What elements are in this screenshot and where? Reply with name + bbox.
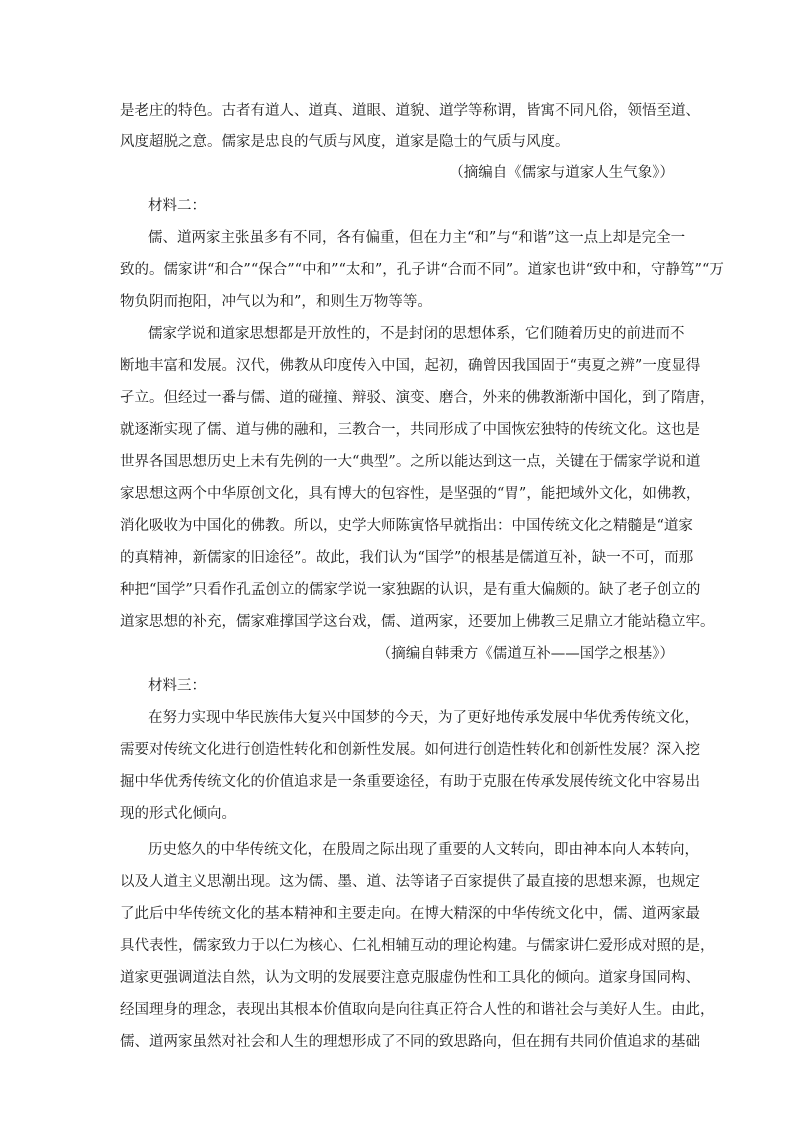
text-line: 经国理身的理念，表现出其根本价值取向是向往真正符合人性的和谐社会与美好人生。由此，: [120, 1002, 715, 1018]
source-citation: （摘编自韩秉方《儒道互补——国学之根基》）: [376, 646, 674, 662]
text-line: 历史悠久的中华传统文化，在殷周之际出现了重要的人文转向，即由神本向人本转向，: [148, 842, 699, 858]
text-line: 道家思想的补充，儒家难撑国学这台戏，儒、道两家，还要加上佛教三足鼎立才能站稳立牢。: [120, 614, 715, 630]
text-line: 需要对传统文化进行创造性转化和创新性发展。如何进行创造性转化和创新性发展？深入挖: [120, 742, 700, 758]
text-line: 家思想这两个中华原创文化，具有博大的包容性，是坚强的“胃”，能把域外文化，如佛教，: [120, 486, 701, 502]
source-citation: （摘编自《儒家与道家人生气象》）: [449, 165, 674, 181]
text-line: 了此后中华传统文化的基本精神和主要走向。在博大精深的中华传统文化中，儒、道两家最: [120, 906, 700, 922]
text-line: 物负阴而抱阳，冲气以为和”，和则生万物等等。: [120, 294, 432, 310]
text-line: 儒家学说和道家思想都是开放性的，不是封闭的思想体系，它们随着历史的前进而不: [148, 326, 685, 342]
text-line: 消化吸收为中国化的佛教。所以，史学大师陈寅恪早就指出：中国传统文化之精髓是“道家: [120, 518, 693, 534]
text-line: 现的形式化倾向。: [120, 806, 236, 822]
text-line: 道家更强调道法自然，认为文明的发展要注意克服虚伪性和工具化的倾向。道家身国同构、: [120, 970, 700, 986]
text-line: 儒、道两家虽然对社会和人生的理想形成了不同的致思路向，但在拥有共同价值追求的基础: [120, 1034, 700, 1050]
text-line: 的真精神，新儒家的旧途径”。故此，我们认为“国学”的根基是儒道互补，缺一不可，而那: [120, 550, 694, 566]
text-line: 风度超脱之意。儒家是忠良的气质与风度，道家是隐士的气质与风度。: [120, 134, 570, 150]
text-line: 世界各国思想历史上未有先例的一大“典型”。之所以能达到这一点，关键在于儒家学说和道: [120, 454, 701, 470]
text-line: 就逐渐实现了儒、道与佛的融和，三教合一，共同形成了中国恢宏独特的传统文化。这也是: [120, 422, 700, 438]
section-heading: 材料三：: [148, 678, 206, 694]
text-line: 在努力实现中华民族伟大复兴中国梦的今天，为了更好地传承发展中华优秀传统文化，: [148, 710, 699, 726]
text-line: 断地丰富和发展。汉代，佛教从印度传入中国，起初，确曾因我国固于“夷夏之辨”一度显得: [120, 358, 701, 374]
text-line: 儒、道两家主张虽多有不同，各有偏重，但在力主“和”与“和谐”这一点上却是完全一: [148, 230, 686, 246]
text-line: 以及人道主义思潮出现。这为儒、墨、道、法等诸子百家提供了最直接的思想来源，也规定: [120, 874, 700, 890]
text-line: 是老庄的特色。古者有道人、道真、道眼、道貌、道学等称谓，皆寓不同凡俗，领悟至道、: [120, 103, 700, 119]
text-line: 孑立。但经过一番与儒、道的碰撞、辩驳、演变、磨合，外来的佛教渐渐中国化，到了隋唐，: [120, 390, 715, 406]
section-heading: 材料二：: [148, 198, 206, 214]
text-line: 种把“国学”只看作孔孟创立的儒家学说一家独踞的认识，是有重大偏颇的。缺了老子创立的: [120, 582, 701, 598]
text-line: 掘中华优秀传统文化的价值追求是一条重要途径，有助于克服在传承发展传统文化中容易出: [120, 774, 700, 790]
text-line: 致的。儒家讲“和合”“保合”“中和”“太和”，孔子讲“合而不同”。道家也讲“致中和，守静笃”“万: [120, 262, 724, 278]
text-line: 具代表性，儒家致力于以仁为核心、仁礼相辅互动的理论构建。与儒家讲仁爱形成对照的是，: [120, 938, 715, 954]
